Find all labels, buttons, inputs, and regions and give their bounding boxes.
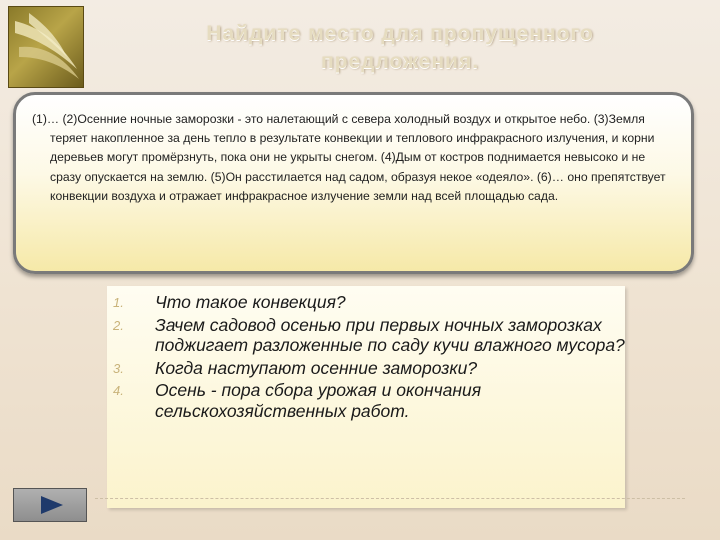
answer-text: Когда наступают осенние заморозки? — [155, 357, 478, 378]
slide-title — [110, 20, 690, 76]
answer-option-4[interactable] — [107, 380, 625, 421]
play-arrow-icon — [41, 496, 63, 514]
answer-number: 2. — [113, 317, 124, 333]
answer-option-2[interactable] — [107, 315, 625, 356]
answer-number: 3. — [113, 360, 124, 376]
answer-list — [107, 286, 625, 421]
footer-divider — [95, 498, 685, 499]
answer-option-1[interactable] — [107, 292, 625, 313]
text-paragraph: (1)… (2)Осенние ночные заморозки - это налетающий с севера холодный воздух и открытое небо. (3)Земля теряет накопленное за день тепло в результате конвекции и теплового инфракрасного излучения, и корни деревьев могут промёрзнуть, пока они не укрыты снегом. (4)Дым от костров поднимается невысоко и не сразу опускается на землю. (5)Он расстилается над садом, образуя некое «одеяло». (6)… оно препятствует конвекции воздуха и отражает инфракрасное излучение земли над всей площадью сада. — [32, 112, 666, 203]
answer-number: 1. — [113, 295, 124, 310]
text-panel — [13, 92, 694, 274]
answer-text: Зачем садовод осенью при первых ночных заморозках поджигает разложенные по саду кучи влажного мусора? — [155, 314, 625, 355]
answer-number: 4. — [113, 383, 124, 398]
answer-text: Осень - пора сбора урожая и окончания сельскохозяйственных работ. — [155, 380, 482, 421]
next-slide-button[interactable] — [13, 488, 87, 522]
slide-title-line1: Найдите место для пропущенного — [206, 22, 594, 45]
slide-title-line2: предложения. — [320, 50, 480, 73]
answer-options-panel — [107, 286, 625, 508]
slide-logo-image — [9, 7, 83, 87]
answer-text: Что такое конвекция? — [155, 292, 346, 312]
answer-option-3[interactable] — [107, 358, 625, 379]
